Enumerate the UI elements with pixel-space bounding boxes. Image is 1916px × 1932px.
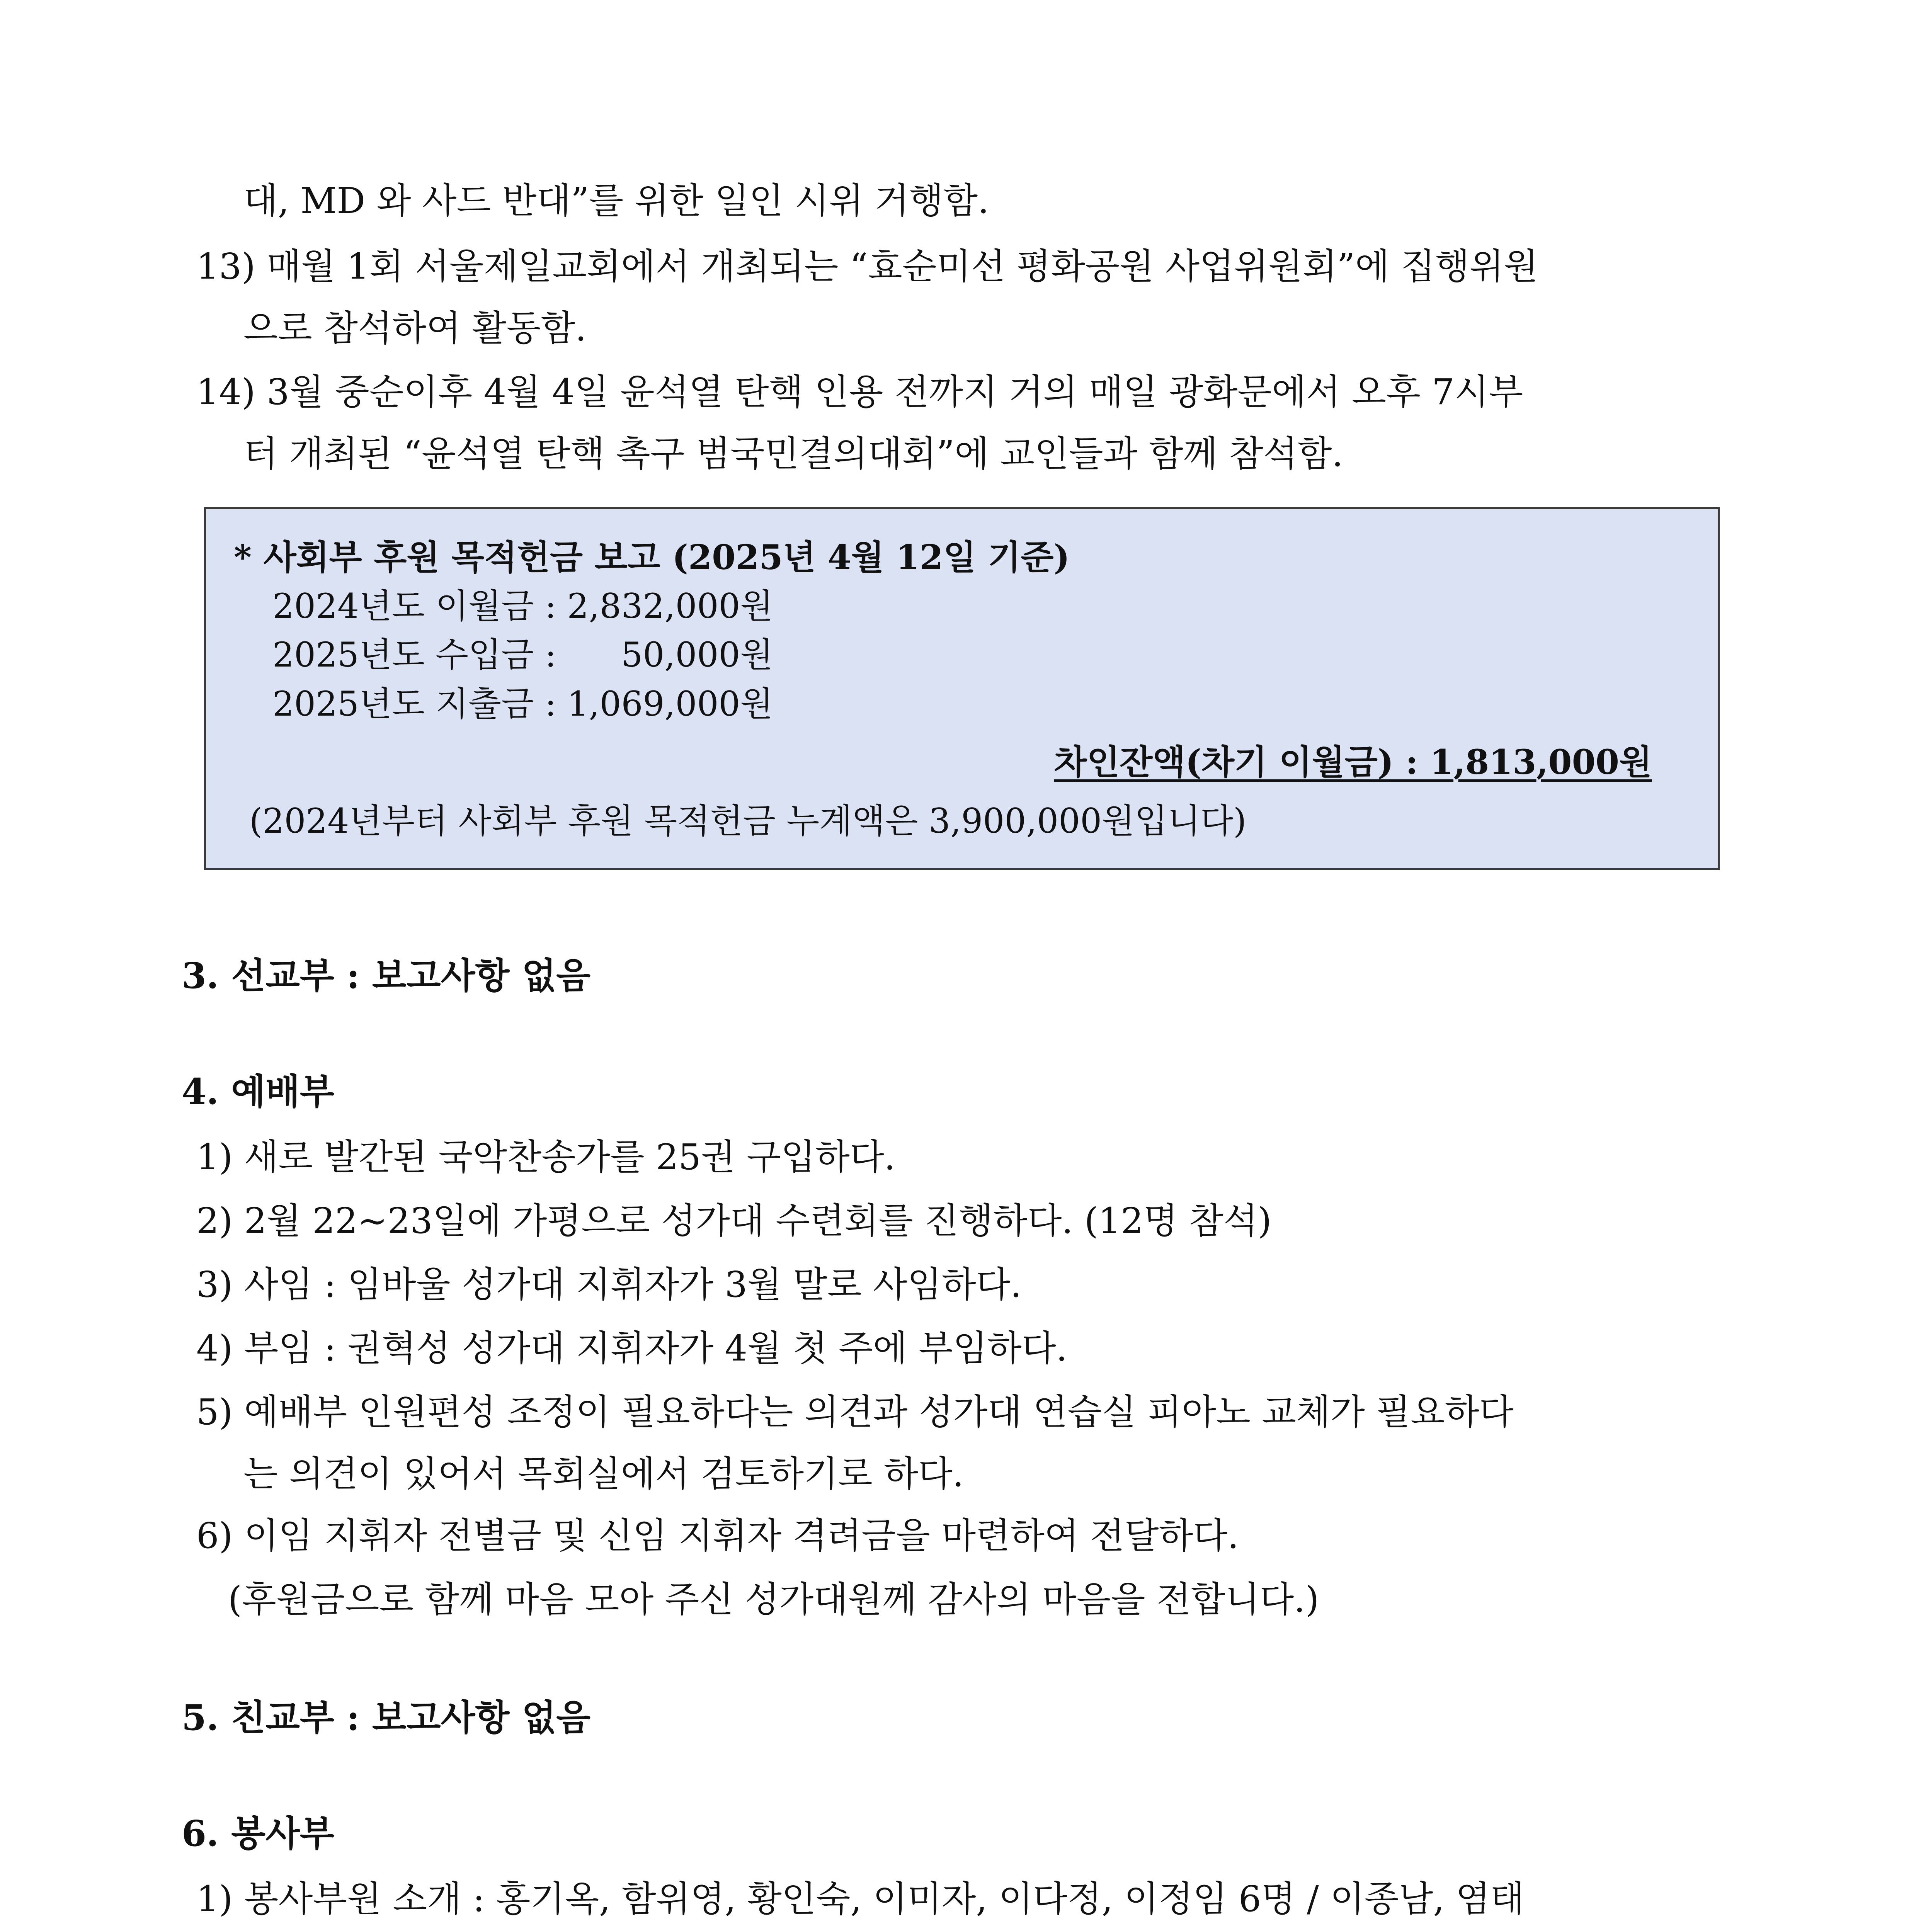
fund-income: 2025년도 수입금 : 50,000원 <box>272 635 773 675</box>
section-4-item-2: 2) 2월 22~23일에 가평으로 성가대 수련회를 진행하다. (12명 참석) <box>196 1200 1272 1242</box>
section-3-heading: 3. 선교부 : 보고사항 없음 <box>182 955 590 997</box>
section-4-item-6-note: (후원금으로 함께 마음 모아 주신 성가대원께 감사의 마음을 전합니다.) <box>228 1579 1319 1620</box>
section-6-item-1: 1) 봉사부원 소개 : 홍기옥, 함위영, 황인숙, 이미자, 이다정, 이정임 6명 / 이종남, 염태 <box>196 1878 1525 1920</box>
fund-balance: 차인잔액(차기 이월금) : 1,813,000원 <box>1054 742 1652 782</box>
fund-report-title: * 사회부 후원 목적헌금 보고 (2025년 4월 12일 기준) <box>234 537 1070 577</box>
item-12-tail: 대, MD 와 사드 반대”를 위한 일인 시위 거행함. <box>243 180 989 221</box>
section-4-item-5: 5) 예배부 인원편성 조정이 필요하다는 의견과 성가대 연습실 피아노 교체가 필요하다 <box>196 1391 1514 1433</box>
item-14-continuation: 터 개최된 “윤석열 탄핵 촉구 범국민결의대회”에 교인들과 함께 참석함. <box>243 433 1343 474</box>
fund-expense: 2025년도 지출금 : 1,069,000원 <box>272 684 773 724</box>
section-4-item-5-continuation: 는 의견이 있어서 목회실에서 검토하기로 하다. <box>243 1453 964 1495</box>
section-5-heading: 5. 친교부 : 보고사항 없음 <box>182 1697 590 1738</box>
item-13: 13) 매월 1회 서울제일교회에서 개최되는 “효순미선 평화공원 사업위원회”에 집행위원 <box>196 246 1538 287</box>
fund-report-box <box>204 507 1720 870</box>
section-6-heading: 6. 봉사부 <box>182 1813 334 1854</box>
item-13-continuation: 으로 참석하여 활동함. <box>243 308 587 349</box>
section-4-item-3: 3) 사임 : 임바울 성가대 지휘자가 3월 말로 사임하다. <box>196 1264 1022 1305</box>
section-4-item-4: 4) 부임 : 권혁성 성가대 지휘자가 4월 첫 주에 부임하다. <box>196 1328 1067 1369</box>
section-4-item-6: 6) 이임 지휘자 전별금 및 신임 지휘자 격려금을 마련하여 전달하다. <box>196 1515 1239 1556</box>
item-14: 14) 3월 중순이후 4월 4일 윤석열 탄핵 인용 전까지 거의 매일 광화문에서 오후 7시부 <box>196 371 1523 413</box>
fund-carryover: 2024년도 이월금 : 2,832,000원 <box>272 586 773 626</box>
section-4-item-1: 1) 새로 발간된 국악찬송가를 25권 구입하다. <box>196 1136 895 1178</box>
fund-cumulative-note: (2024년부터 사회부 후원 목적헌금 누계액은 3,900,000원입니다) <box>249 801 1247 841</box>
section-4-heading: 4. 예배부 <box>182 1071 334 1112</box>
